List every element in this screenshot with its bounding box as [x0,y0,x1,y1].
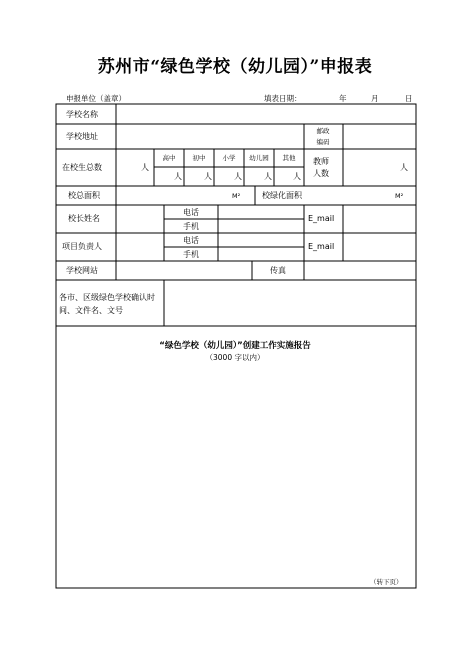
month-label: 月 [371,94,379,103]
green-area-unit: M² [395,192,404,200]
type-other: 其他 [282,154,296,162]
project-lead-label: 项目负责人 [62,242,102,251]
type-middle-school: 初中 [192,154,206,162]
lead-email-label: E_mail [308,242,335,251]
lead-phone-label: 电话 [183,236,199,245]
year-label: 年 [339,94,347,103]
day-label: 日 [405,94,413,103]
lead-mobile-label: 手机 [183,250,199,259]
form-title: 苏州市“绿色学校（幼儿园）”申报表 [97,57,373,77]
unit-kindergarten: 人 [264,172,272,181]
campus-area-label: 校总面积 [68,191,100,200]
teachers-unit: 人 [400,163,408,172]
green-area-label: 校绿化面积 [262,191,302,200]
continued-note: （转下页） [370,578,403,586]
unit-primary-school: 人 [234,172,242,181]
type-primary-school: 小学 [222,154,236,162]
unit-middle-school: 人 [204,172,212,181]
teachers-label-2: 人数 [313,169,329,178]
date-label: 填表日期： [264,94,302,103]
type-high-school: 高中 [162,154,176,162]
school-address-label: 学校地址 [66,132,98,141]
postal-code-label-2: 编码 [316,138,330,146]
applicant-label: 申报单位（盖章） [66,94,126,103]
principal-email-label: E_mail [308,214,335,223]
campus-area-unit: M² [232,192,241,200]
total-students-label: 在校生总数 [62,163,102,172]
principal-mobile-label: 手机 [183,222,199,231]
school-name-label: 学校名称 [66,110,98,119]
confirmation-label: 各市、区级绿色学校确认时间、文件名、文号 [59,293,155,315]
report-title: “绿色学校（幼儿园）”创建工作实施报告 [159,341,311,351]
unit-other: 人 [293,172,301,181]
postal-code-label-1: 邮政 [316,127,330,135]
type-kindergarten: 幼儿园 [249,154,269,162]
report-subtitle: （3000 字以内） [205,353,265,362]
unit-high-school: 人 [174,172,182,181]
principal-phone-label: 电话 [183,208,199,217]
website-label: 学校网站 [66,266,98,275]
principal-name-label: 校长姓名 [68,214,100,223]
fax-label: 传真 [270,266,286,275]
total-students-unit: 人 [141,163,149,172]
teachers-label-1: 教师 [313,157,329,166]
